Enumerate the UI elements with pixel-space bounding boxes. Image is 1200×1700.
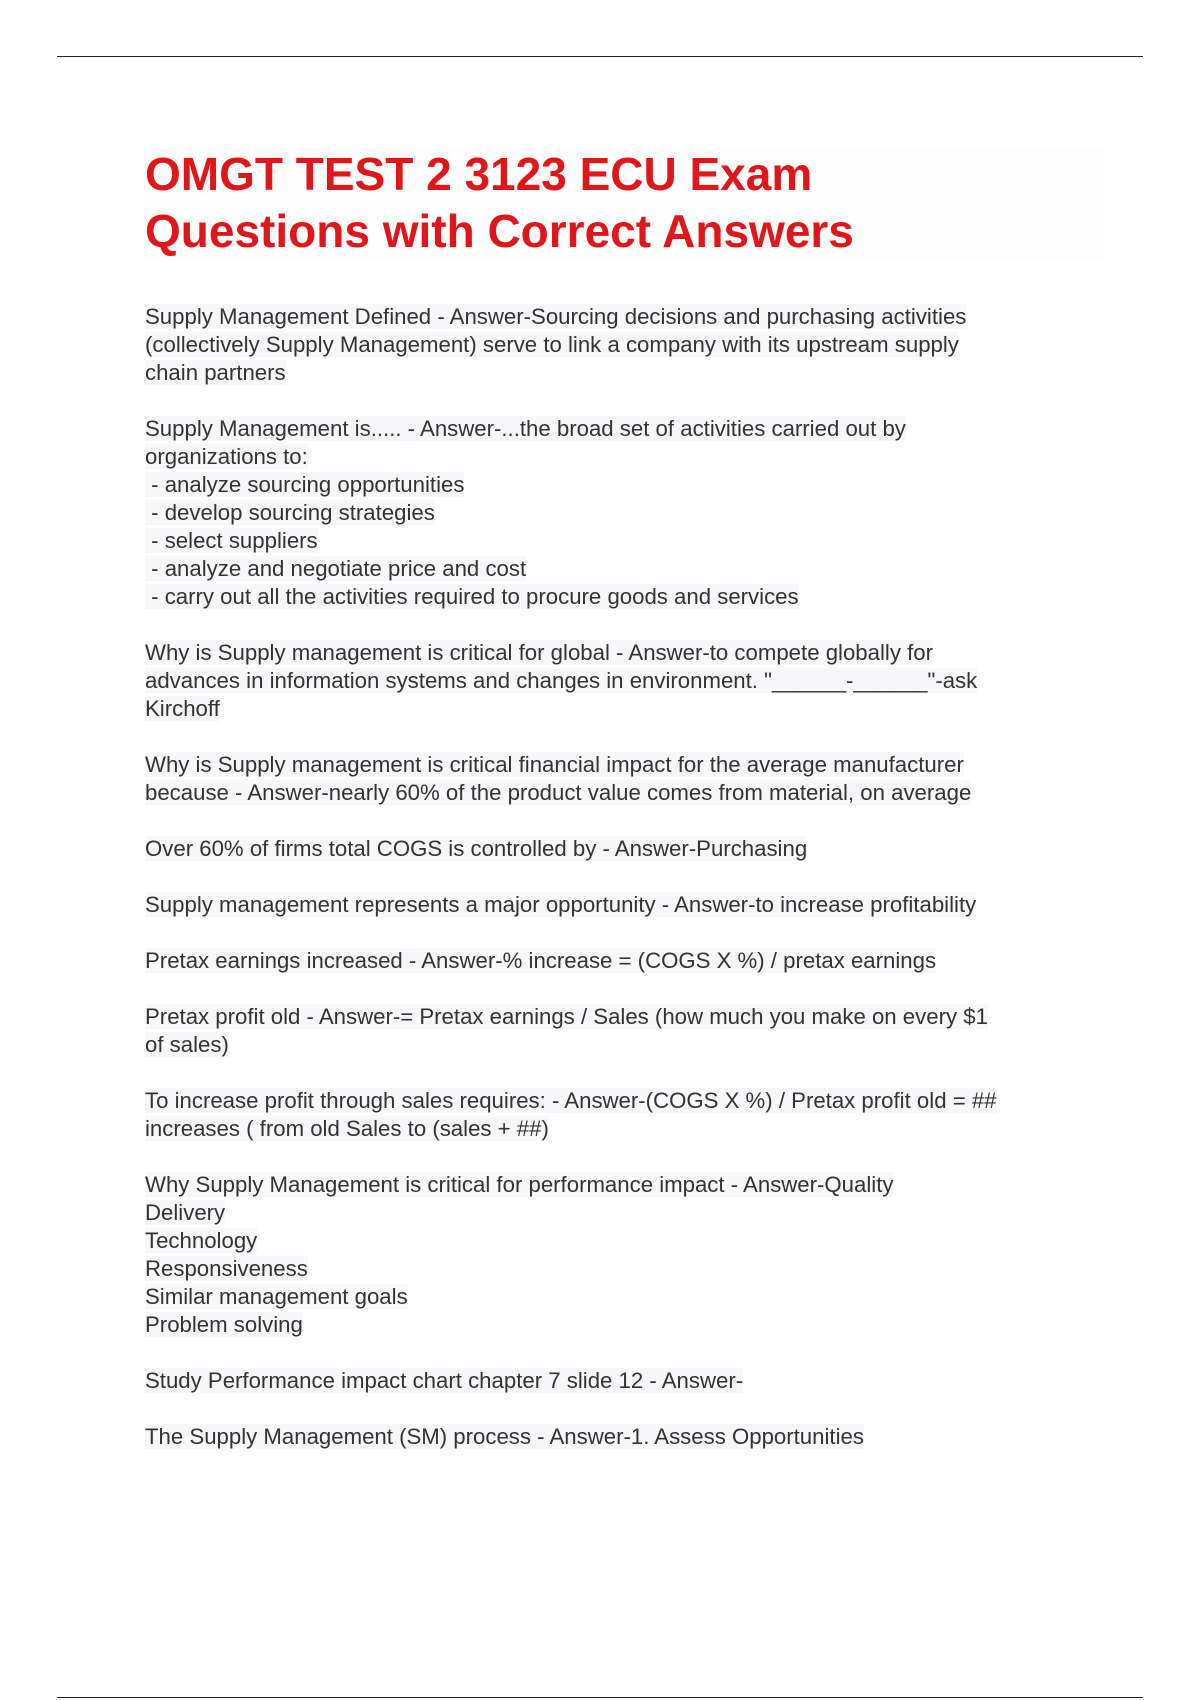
bottom-rule	[57, 1697, 1143, 1698]
qa-item	[145, 639, 1085, 723]
qa-line: Why Supply Management is critical for performance impact - Answer-Quality	[145, 1172, 894, 1197]
qa-item	[145, 1003, 1085, 1059]
document-title	[145, 146, 1105, 260]
qa-line: Supply management represents a major opportunity - Answer-to increase profitability	[145, 892, 977, 917]
qa-line: Similar management goals	[145, 1284, 408, 1309]
qa-line: Pretax earnings increased - Answer-% increase = (COGS X %) / pretax earnings	[145, 948, 937, 973]
qa-line: because - Answer-nearly 60% of the product value comes from material, on average	[145, 780, 972, 805]
qa-line: - select suppliers	[145, 528, 318, 553]
qa-line: Technology	[145, 1228, 258, 1253]
qa-item	[145, 1367, 1085, 1395]
qa-line: - analyze sourcing opportunities	[145, 472, 465, 497]
qa-list	[145, 303, 1085, 1479]
qa-line: advances in information systems and changes in environment. "______-______"-ask	[145, 668, 978, 693]
qa-line: Why is Supply management is critical financial impact for the average manufacturer	[145, 752, 964, 777]
qa-line: Responsiveness	[145, 1256, 308, 1281]
qa-line: Pretax profit old - Answer-= Pretax earnings / Sales (how much you make on every $1	[145, 1004, 988, 1029]
qa-line: organizations to:	[145, 444, 308, 469]
title-line-1: OMGT TEST 2 3123 ECU Exam	[145, 148, 813, 200]
top-rule	[57, 56, 1143, 57]
qa-line: chain partners	[145, 360, 286, 385]
title-line-2: Questions with Correct Answers	[145, 205, 854, 257]
qa-line: Study Performance impact chart chapter 7 slide 12 - Answer-	[145, 1368, 744, 1393]
qa-line: Supply Management is..... - Answer-...the broad set of activities carried out by	[145, 416, 906, 441]
qa-item	[145, 835, 1085, 863]
qa-line: (collectively Supply Management) serve to link a company with its upstream supply	[145, 332, 959, 357]
qa-item	[145, 415, 1085, 611]
qa-line: - develop sourcing strategies	[145, 500, 435, 525]
qa-line: of sales)	[145, 1032, 229, 1057]
qa-line: The Supply Management (SM) process - Answer-1. Assess Opportunities	[145, 1424, 864, 1449]
qa-item	[145, 1087, 1085, 1143]
qa-item	[145, 751, 1085, 807]
qa-item	[145, 891, 1085, 919]
qa-line: Kirchoff	[145, 696, 220, 721]
qa-line: Why is Supply management is critical for global - Answer-to compete globally for	[145, 640, 933, 665]
qa-item	[145, 1171, 1085, 1339]
qa-line: Over 60% of firms total COGS is controlled by - Answer-Purchasing	[145, 836, 808, 861]
qa-item	[145, 1423, 1085, 1451]
qa-line: Delivery	[145, 1200, 226, 1225]
qa-line: - analyze and negotiate price and cost	[145, 556, 527, 581]
qa-line: Supply Management Defined - Answer-Sourcing decisions and purchasing activities	[145, 304, 967, 329]
qa-line: Problem solving	[145, 1312, 303, 1337]
qa-item	[145, 303, 1085, 387]
qa-item	[145, 947, 1085, 975]
qa-line: - carry out all the activities required to procure goods and services	[145, 584, 799, 609]
qa-line: To increase profit through sales requires: - Answer-(COGS X %) / Pretax profit old = ##	[145, 1088, 997, 1113]
qa-line: increases ( from old Sales to (sales + ##)	[145, 1116, 549, 1141]
